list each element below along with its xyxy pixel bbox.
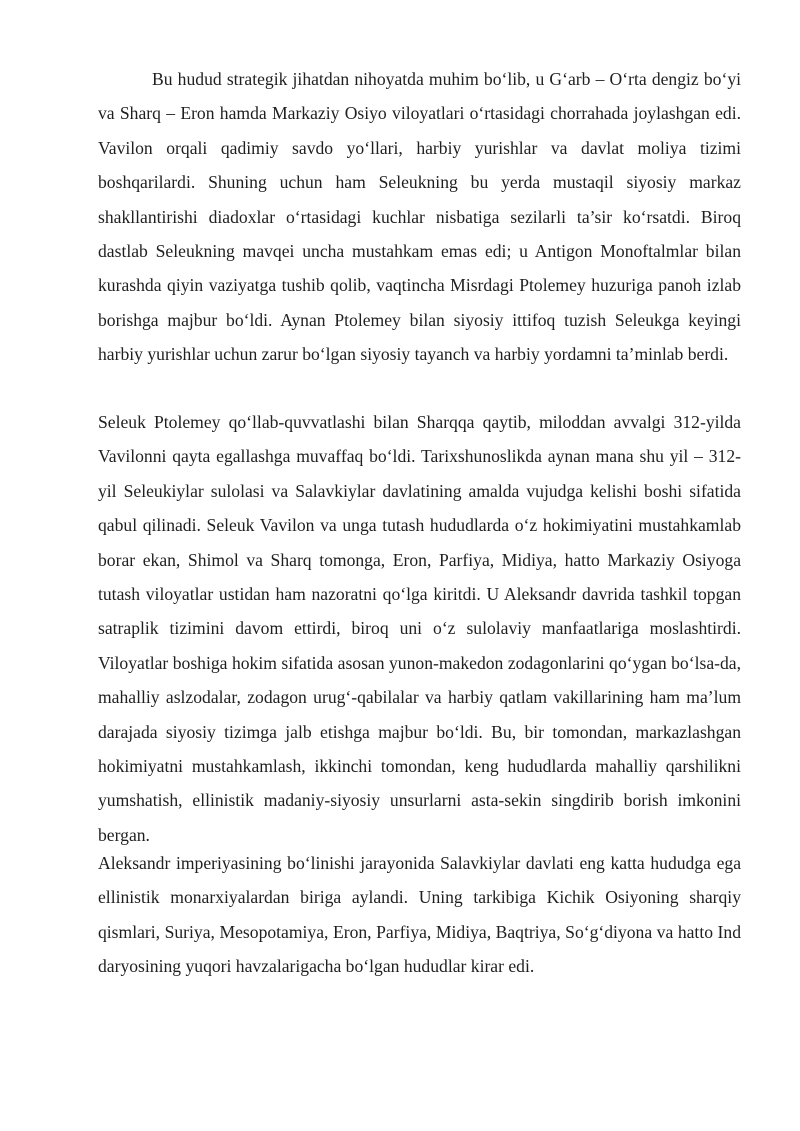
paragraph-3 <box>98 846 741 984</box>
paragraph-2 <box>98 405 741 852</box>
paragraph-1 <box>98 62 741 372</box>
paragraph-text: Bu hudud strategik jihatdan nihoyatda muhim bo‘lib, u G‘arb – O‘rta dengiz bo‘yi va Sharq – Eron hamda Markaziy Osiyo viloyatlari o‘rtasidagi chorrahada joylashgan edi. Vavilon orqali qadimiy savdo yo‘llari, harbiy yurishlar va davlat moliya tizimi boshqarilardi. Shuning uchun ham Seleukning bu yerda mustaqil siyosiy markaz shakllantirishi diadoxlar o‘rtasidagi kuchlar nisbatiga sezilarli ta’sir ko‘rsatdi. Biroq dastlab Seleukning mavqei uncha mustahkam emas edi; u Antigon Monoftalmlar bilan kurashda qiyin vaziyatga tushib qolib, vaqtincha Misrdagi Ptolemey huzuriga panoh izlab borishga majbur bo‘ldi. Aynan Ptolemey bilan siyosiy ittifoq tuzish Seleukga keyingi harbiy yurishlar uchun zarur bo‘lgan siyosiy tayanch va harbiy yordamni ta’minlab berdi. <box>98 69 741 365</box>
paragraph-text: Aleksandr imperiyasining bo‘linishi jarayonida Salavkiylar davlati eng katta hududga ega ellinistik monarxiyalardan biriga aylandi. Uning tarkibiga Kichik Osiyoning sharqiy qismlari, Suriya, Mesopotamiya, Eron, Parfiya, Midiya, Baqtriya, So‘g‘diyona va hatto Ind daryosining yuqori havzalarigacha bo‘lgan hududlar kirar edi. <box>98 853 741 977</box>
paragraph-text: Seleuk Ptolemey qo‘llab-quvvatlashi bilan Sharqqa qaytib, miloddan avvalgi 312-yilda Vavilonni qayta egallashga muvaffaq bo‘ldi. Tarixshunoslikda aynan mana shu yil – 312-yil Seleukiylar sulolasi va Salavkiylar davlatining amalda vujudga kelishi boshi sifatida qabul qilinadi. Seleuk Vavilon va unga tutash hududlarda o‘z hokimiyatini mustahkamlab borar ekan, Shimol va Sharq tomonga, Eron, Parfiya, Midiya, hatto Markaziy Osiyoga tutash viloyatlar ustidan ham nazoratni qo‘lga kiritdi. U Aleksandr davrida tashkil topgan satraplik tizimini davom ettirdi, biroq uni o‘z sulolaviy manfaatlariga moslashtirdi. Viloyatlar boshiga hokim sifatida asosan yunon-makedon zodagonlarini qo‘ygan bo‘lsa-da, mahalliy aslzodalar, zodagon urug‘-qabilalar va harbiy qatlam vakillarining ham ma’lum darajada siyosiy tizimga jalb etishga majbur bo‘ldi. Bu, bir tomondan, markazlashgan hokimiyatni mustahkamlash, ikkinchi tomondan, keng hududlarda mahalliy qarshilikni yumshatish, ellinistik madaniy-siyosiy unsurlarni asta-sekin singdirib borish imkonini bergan. <box>98 412 741 845</box>
